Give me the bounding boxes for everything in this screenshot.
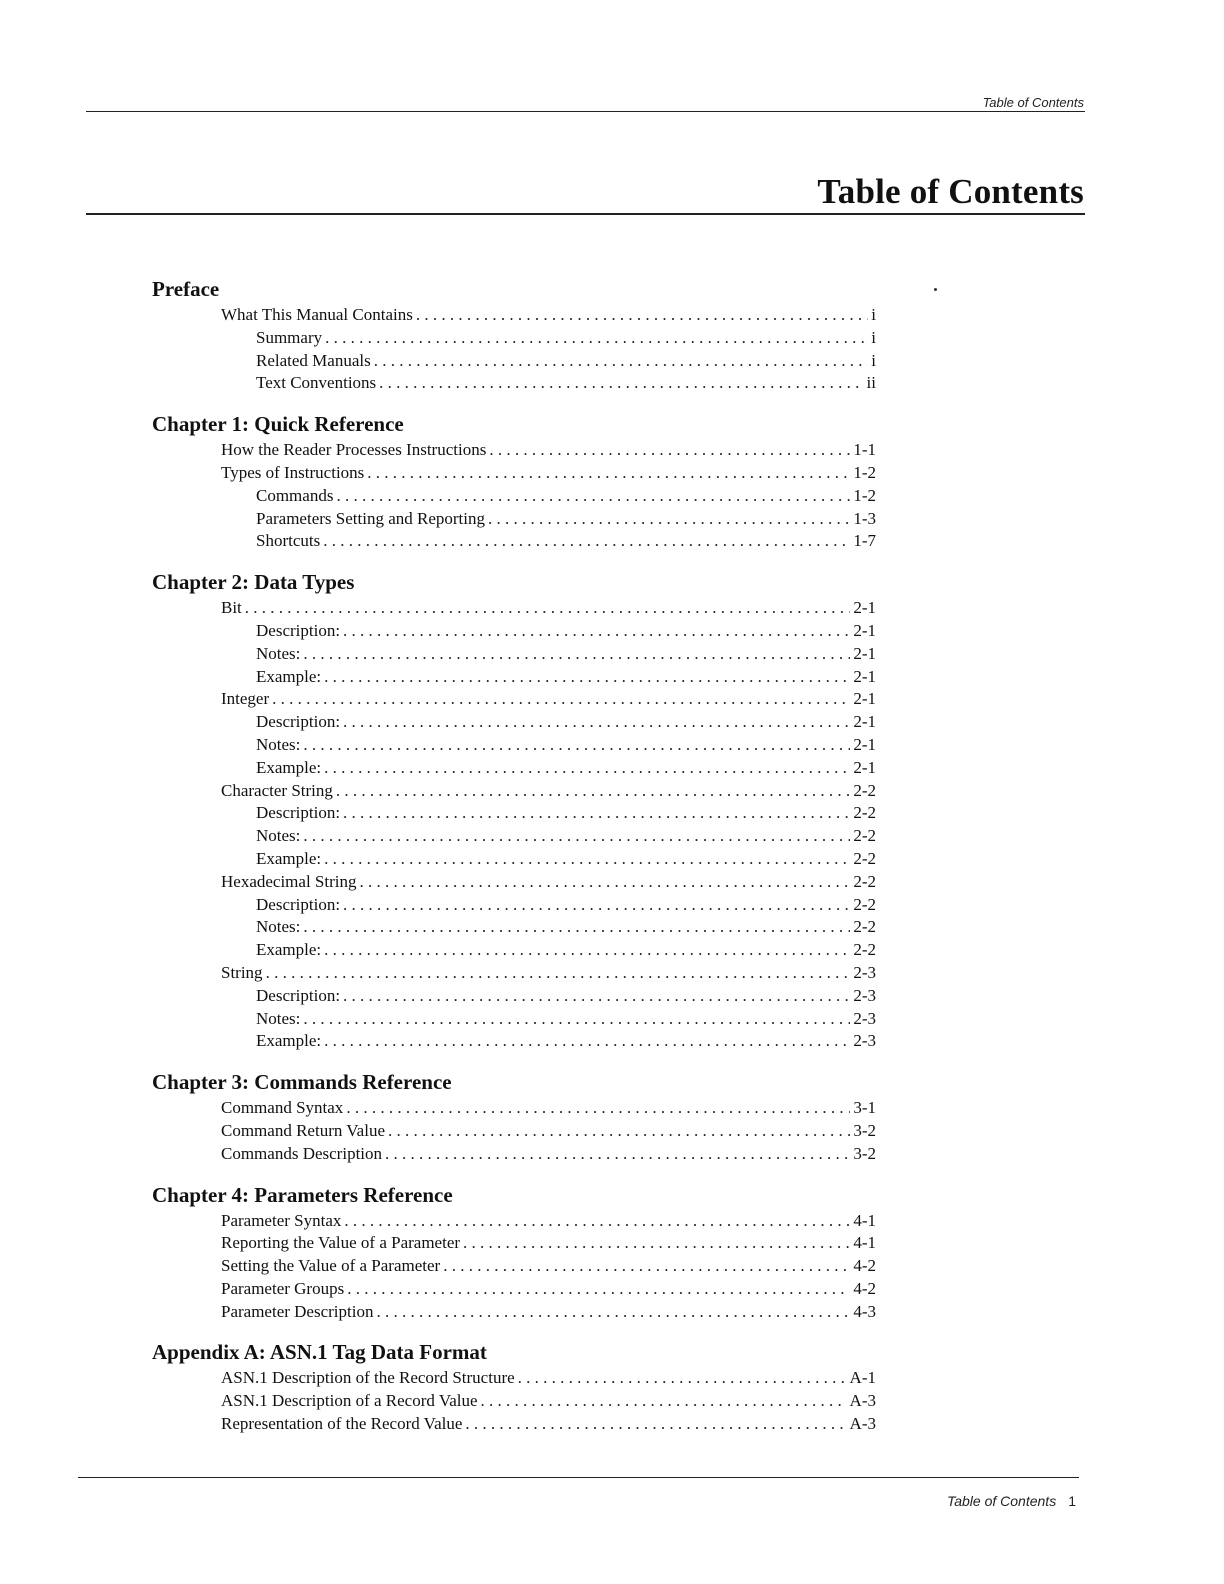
toc-entry bbox=[152, 620, 876, 643]
entry-label: String bbox=[221, 962, 263, 982]
toc-entry bbox=[152, 757, 876, 780]
toc-entry bbox=[152, 802, 876, 825]
section-title: Chapter 3: Commands Reference bbox=[152, 1070, 452, 1095]
stray-dot bbox=[934, 288, 937, 291]
entry-label: Notes: bbox=[256, 826, 301, 846]
entry-label: Parameter Groups bbox=[221, 1278, 345, 1298]
entry-label: Example: bbox=[256, 666, 322, 686]
dot-leader bbox=[324, 666, 850, 689]
toc-entry bbox=[152, 462, 876, 485]
entry-label: Reporting the Value of a Parameter bbox=[221, 1233, 461, 1253]
dot-leader bbox=[343, 985, 850, 1008]
toc-section bbox=[152, 1069, 876, 1165]
footer-title: Table of Contents bbox=[946, 1493, 1057, 1509]
dot-leader bbox=[324, 939, 850, 962]
entry-label: Command Return Value bbox=[221, 1120, 385, 1140]
toc-entry bbox=[152, 1120, 876, 1143]
entry-page-number: 2-1 bbox=[853, 757, 876, 777]
dot-leader bbox=[344, 1210, 850, 1233]
dot-leader bbox=[325, 327, 868, 350]
entry-label: Notes: bbox=[256, 1008, 301, 1028]
dot-leader bbox=[303, 643, 850, 666]
entry-label: Commands Description bbox=[221, 1143, 383, 1163]
dot-leader bbox=[385, 1143, 850, 1166]
toc-entry bbox=[152, 1367, 876, 1390]
entry-page-number: 1-3 bbox=[853, 508, 876, 528]
footer-rule bbox=[78, 1477, 1079, 1478]
toc-entry bbox=[152, 350, 876, 373]
dot-leader bbox=[388, 1120, 850, 1143]
entry-label: Hexadecimal String bbox=[221, 871, 357, 891]
toc-section bbox=[152, 569, 876, 1053]
toc-entry bbox=[152, 304, 876, 327]
toc-entry bbox=[152, 939, 876, 962]
entry-page-number: 2-2 bbox=[853, 871, 876, 891]
dot-leader bbox=[245, 597, 851, 620]
entry-label: Notes: bbox=[256, 917, 301, 937]
toc-entry bbox=[152, 734, 876, 757]
dot-leader bbox=[272, 688, 850, 711]
entry-label: Description: bbox=[256, 712, 341, 732]
toc-entry bbox=[152, 1413, 876, 1436]
toc-entry bbox=[152, 688, 876, 711]
dot-leader bbox=[489, 439, 850, 462]
entry-page-number: A-3 bbox=[849, 1414, 876, 1434]
page-number: 1 bbox=[1068, 1493, 1076, 1509]
entry-label: Parameter Description bbox=[221, 1301, 374, 1321]
entry-label: Command Syntax bbox=[221, 1098, 344, 1118]
entry-label: Commands bbox=[256, 485, 334, 505]
dot-leader bbox=[324, 848, 850, 871]
entry-label: Setting the Value of a Parameter bbox=[221, 1256, 441, 1276]
entry-label: Text Conventions bbox=[256, 373, 377, 393]
title-rule bbox=[86, 213, 1085, 215]
entry-page-number: 2-2 bbox=[853, 848, 876, 868]
entry-label: Description: bbox=[256, 985, 341, 1005]
entry-label: Description: bbox=[256, 620, 341, 640]
entry-page-number: 2-3 bbox=[853, 985, 876, 1005]
dot-leader bbox=[367, 462, 850, 485]
toc-entry bbox=[152, 871, 876, 894]
toc-entry bbox=[152, 1030, 876, 1053]
entry-page-number: 1-2 bbox=[853, 485, 876, 505]
toc-entry bbox=[152, 508, 876, 531]
dot-leader bbox=[347, 1278, 850, 1301]
toc-entry bbox=[152, 1143, 876, 1166]
entry-page-number: A-1 bbox=[849, 1368, 876, 1388]
entry-label: ASN.1 Description of a Record Value bbox=[221, 1391, 478, 1411]
dot-leader bbox=[416, 304, 868, 327]
footer bbox=[947, 1493, 1076, 1509]
entry-label: Description: bbox=[256, 803, 341, 823]
dot-leader bbox=[266, 962, 851, 985]
dot-leader bbox=[481, 1390, 847, 1413]
entry-page-number: 1-1 bbox=[853, 440, 876, 460]
entry-page-number: i bbox=[871, 350, 876, 370]
toc-entry bbox=[152, 711, 876, 734]
dot-leader bbox=[374, 350, 869, 373]
toc-entry bbox=[152, 327, 876, 350]
entry-label: Shortcuts bbox=[256, 531, 321, 551]
dot-leader bbox=[343, 620, 850, 643]
dot-leader bbox=[343, 711, 850, 734]
toc-entry bbox=[152, 985, 876, 1008]
entry-page-number: i bbox=[871, 327, 876, 347]
toc-entry bbox=[152, 666, 876, 689]
section-title: Preface bbox=[152, 277, 220, 301]
entry-page-number: 2-2 bbox=[853, 894, 876, 914]
toc-list bbox=[152, 276, 876, 1452]
dot-leader bbox=[360, 871, 851, 894]
dot-leader bbox=[346, 1097, 850, 1120]
dot-leader bbox=[336, 780, 850, 803]
dot-leader bbox=[343, 894, 850, 917]
entry-page-number: A-3 bbox=[849, 1391, 876, 1411]
entry-label: Example: bbox=[256, 940, 322, 960]
dot-leader bbox=[443, 1255, 850, 1278]
entry-label: Character String bbox=[221, 780, 333, 800]
entry-label: Notes: bbox=[256, 643, 301, 663]
dot-leader bbox=[376, 1301, 850, 1324]
entry-label: Bit bbox=[221, 598, 242, 618]
entry-page-number: 4-1 bbox=[853, 1233, 876, 1253]
entry-label: Parameters Setting and Reporting bbox=[256, 508, 485, 528]
toc-section bbox=[152, 276, 876, 395]
dot-leader bbox=[488, 508, 850, 531]
toc-entry bbox=[152, 597, 876, 620]
entry-page-number: 4-3 bbox=[853, 1301, 876, 1321]
section-title: Chapter 4: Parameters Reference bbox=[152, 1182, 453, 1207]
entry-page-number: 2-3 bbox=[853, 1031, 876, 1051]
dot-leader bbox=[336, 485, 850, 508]
toc-section bbox=[152, 411, 876, 553]
dot-leader bbox=[343, 802, 850, 825]
entry-page-number: i bbox=[871, 305, 876, 324]
dot-leader bbox=[324, 1030, 850, 1053]
dot-leader bbox=[463, 1232, 850, 1255]
entry-page-number: 2-2 bbox=[853, 780, 876, 800]
entry-page-number: 4-2 bbox=[853, 1278, 876, 1298]
dot-leader bbox=[465, 1413, 846, 1436]
entry-label: Types of Instructions bbox=[221, 462, 365, 482]
dot-leader bbox=[518, 1367, 847, 1390]
entry-label: Related Manuals bbox=[256, 350, 371, 370]
toc-section bbox=[152, 1182, 876, 1324]
toc-entry bbox=[152, 1097, 876, 1120]
toc-entry bbox=[152, 485, 876, 508]
entry-page-number: 1-2 bbox=[853, 462, 876, 482]
entry-page-number: 3-1 bbox=[853, 1098, 876, 1118]
entry-label: Description: bbox=[256, 894, 341, 914]
running-head: Table of Contents bbox=[982, 95, 1084, 110]
dot-leader bbox=[323, 530, 850, 553]
toc-entry bbox=[152, 1232, 876, 1255]
toc-entry bbox=[152, 962, 876, 985]
dot-leader bbox=[303, 825, 850, 848]
entry-page-number: 2-1 bbox=[853, 598, 876, 618]
entry-page-number: 2-3 bbox=[853, 1008, 876, 1028]
section-title: Chapter 2: Data Types bbox=[152, 570, 355, 595]
entry-label: Integer bbox=[221, 689, 270, 709]
dot-leader bbox=[324, 757, 850, 780]
toc-entry bbox=[152, 439, 876, 462]
toc-entry bbox=[152, 848, 876, 871]
entry-page-number: 2-1 bbox=[853, 666, 876, 686]
entry-page-number: 3-2 bbox=[853, 1120, 876, 1140]
toc-section bbox=[152, 1339, 876, 1435]
dot-leader bbox=[303, 734, 850, 757]
toc-entry bbox=[152, 1008, 876, 1031]
dot-leader bbox=[303, 1008, 850, 1031]
entry-label: Example: bbox=[256, 848, 322, 868]
entry-label: ASN.1 Description of the Record Structure bbox=[221, 1368, 515, 1388]
entry-label: Example: bbox=[256, 757, 322, 777]
entry-label: Notes: bbox=[256, 734, 301, 754]
entry-label: Representation of the Record Value bbox=[221, 1414, 463, 1434]
entry-page-number: 2-2 bbox=[853, 803, 876, 823]
toc-entry bbox=[152, 1278, 876, 1301]
toc-entry bbox=[152, 894, 876, 917]
entry-page-number: 2-1 bbox=[853, 712, 876, 732]
entry-label: Parameter Syntax bbox=[221, 1210, 342, 1230]
section-title: Chapter 1: Quick Reference bbox=[152, 412, 404, 437]
toc-entry bbox=[152, 1301, 876, 1324]
toc-entry bbox=[152, 372, 876, 395]
entry-page-number: 1-7 bbox=[853, 531, 876, 551]
toc-entry bbox=[152, 825, 876, 848]
entry-page-number: 2-1 bbox=[853, 620, 876, 640]
entry-page-number: 4-2 bbox=[853, 1256, 876, 1276]
entry-page-number: 4-1 bbox=[853, 1210, 876, 1230]
toc-entry bbox=[152, 1390, 876, 1413]
header-rule bbox=[86, 111, 1085, 112]
entry-page-number: 2-2 bbox=[853, 940, 876, 960]
entry-page-number: 2-1 bbox=[853, 734, 876, 754]
entry-page-number: ii bbox=[866, 373, 876, 393]
entry-label: Summary bbox=[256, 327, 323, 347]
entry-page-number: 2-2 bbox=[853, 826, 876, 846]
toc-entry bbox=[152, 643, 876, 666]
entry-page-number: 2-3 bbox=[853, 962, 876, 982]
entry-label: What This Manual Contains bbox=[221, 305, 413, 324]
toc-entry bbox=[152, 1210, 876, 1233]
entry-page-number: 2-2 bbox=[853, 917, 876, 937]
toc-entry bbox=[152, 1255, 876, 1278]
entry-page-number: 2-1 bbox=[853, 689, 876, 709]
page-title: Table of Contents bbox=[817, 172, 1084, 211]
toc-entry bbox=[152, 916, 876, 939]
entry-page-number: 2-1 bbox=[853, 643, 876, 663]
entry-page-number: 3-2 bbox=[853, 1143, 876, 1163]
dot-leader bbox=[379, 372, 863, 395]
entry-label: Example: bbox=[256, 1031, 322, 1051]
toc-entry bbox=[152, 780, 876, 803]
dot-leader bbox=[303, 916, 850, 939]
entry-label: How the Reader Processes Instructions bbox=[221, 440, 487, 460]
section-title: Appendix A: ASN.1 Tag Data Format bbox=[152, 1340, 487, 1365]
toc-entry bbox=[152, 530, 876, 553]
